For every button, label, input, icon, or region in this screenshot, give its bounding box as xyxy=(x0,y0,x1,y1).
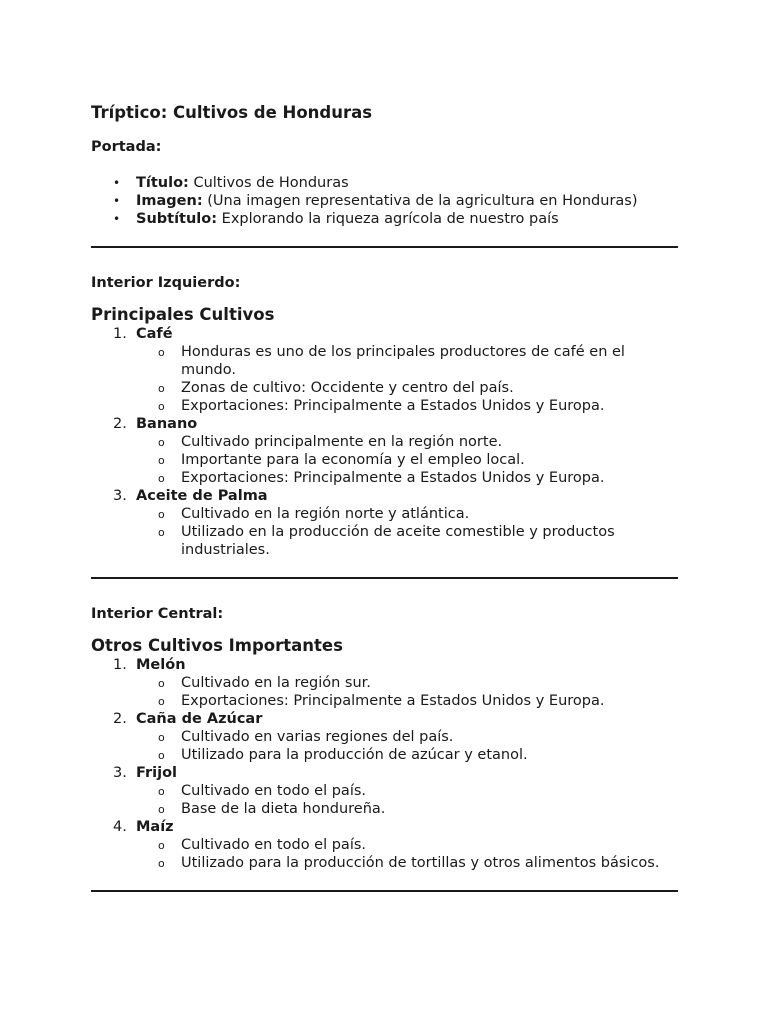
crop-detail: o Zonas de cultivo: Occidente y centro del país. xyxy=(181,379,678,397)
crop-details xyxy=(136,836,678,872)
crop-detail: o Utilizado para la producción de azúcar y etanol. xyxy=(181,746,678,764)
crop-details xyxy=(136,505,678,559)
document-title: Tríptico: Cultivos de Honduras xyxy=(91,103,373,122)
portada-item-key: Imagen: xyxy=(136,193,203,209)
crop-name: Caña de Azúcar xyxy=(136,711,263,727)
crop-number: 1. xyxy=(113,326,127,342)
crop-name: Café xyxy=(136,326,173,342)
crop-detail: o Cultivado en varias regiones del país. xyxy=(181,728,678,746)
section-divider xyxy=(91,890,678,892)
interior-central-label: Interior Central: xyxy=(91,606,224,622)
crop-name: Banano xyxy=(136,416,198,432)
document-content xyxy=(91,102,678,892)
portada-item-value: (Una imagen representativa de la agricultura en Honduras) xyxy=(202,193,638,209)
crop-item-cana-de-azucar xyxy=(113,710,678,764)
section-divider xyxy=(91,577,678,579)
portada-item-imagen xyxy=(136,192,678,210)
crop-detail: o Exportaciones: Principalmente a Estados Unidos y Europa. xyxy=(181,469,678,487)
crop-item-aceite-de-palma xyxy=(113,487,678,559)
crop-number: 2. xyxy=(113,711,127,727)
portada-label: Portada: xyxy=(91,139,162,155)
interior-izquierdo-heading: Principales Cultivos xyxy=(91,305,275,324)
interior-central-heading: Otros Cultivos Importantes xyxy=(91,636,343,655)
portada-list xyxy=(91,174,678,228)
portada-item-subtitulo xyxy=(136,210,678,228)
crop-details xyxy=(136,674,678,710)
crop-item-cafe xyxy=(113,325,678,415)
section-divider xyxy=(91,246,678,248)
crop-name: Aceite de Palma xyxy=(136,488,268,504)
crop-number: 3. xyxy=(113,765,127,781)
crop-detail: o Exportaciones: Principalmente a Estados Unidos y Europa. xyxy=(181,692,678,710)
crop-item-melon xyxy=(113,656,678,710)
portada-item-titulo xyxy=(136,174,678,192)
interior-izquierdo-label: Interior Izquierdo: xyxy=(91,275,241,291)
crop-detail: o Honduras es uno de los principales productores de café en el mundo. xyxy=(181,343,678,379)
portada-item-value: Cultivos de Honduras xyxy=(188,175,349,191)
principales-cultivos-list xyxy=(91,325,678,559)
crop-name: Melón xyxy=(136,657,186,673)
crop-detail: o Cultivado en todo el país. xyxy=(181,836,678,854)
crop-item-maiz xyxy=(113,818,678,872)
crop-detail: o Utilizado para la producción de tortillas y otros alimentos básicos. xyxy=(181,854,678,872)
otros-cultivos-list xyxy=(91,656,678,872)
crop-detail: o Cultivado en la región norte y atlántica. xyxy=(181,505,678,523)
crop-detail: o Cultivado en la región sur. xyxy=(181,674,678,692)
crop-details xyxy=(136,728,678,764)
crop-number: 1. xyxy=(113,657,127,673)
crop-name: Frijol xyxy=(136,765,178,781)
portada-item-value: Explorando la riqueza agrícola de nuestro país xyxy=(217,211,559,227)
crop-name: Maíz xyxy=(136,819,174,835)
crop-number: 2. xyxy=(113,416,127,432)
crop-detail: o Importante para la economía y el empleo local. xyxy=(181,451,678,469)
portada-item-key: Subtítulo: xyxy=(136,211,218,227)
crop-number: 3. xyxy=(113,488,127,504)
crop-item-banano xyxy=(113,415,678,487)
crop-detail: o Cultivado principalmente en la región norte. xyxy=(181,433,678,451)
crop-details xyxy=(136,782,678,818)
crop-details xyxy=(136,433,678,487)
crop-detail: o Base de la dieta hondureña. xyxy=(181,800,678,818)
crop-detail: o Utilizado en la producción de aceite comestible y productos industriales. xyxy=(181,523,678,559)
crop-item-frijol xyxy=(113,764,678,818)
crop-detail: o Cultivado en todo el país. xyxy=(181,782,678,800)
portada-item-key: Título: xyxy=(136,175,189,191)
crop-details xyxy=(136,343,678,415)
crop-number: 4. xyxy=(113,819,127,835)
crop-detail: o Exportaciones: Principalmente a Estados Unidos y Europa. xyxy=(181,397,678,415)
